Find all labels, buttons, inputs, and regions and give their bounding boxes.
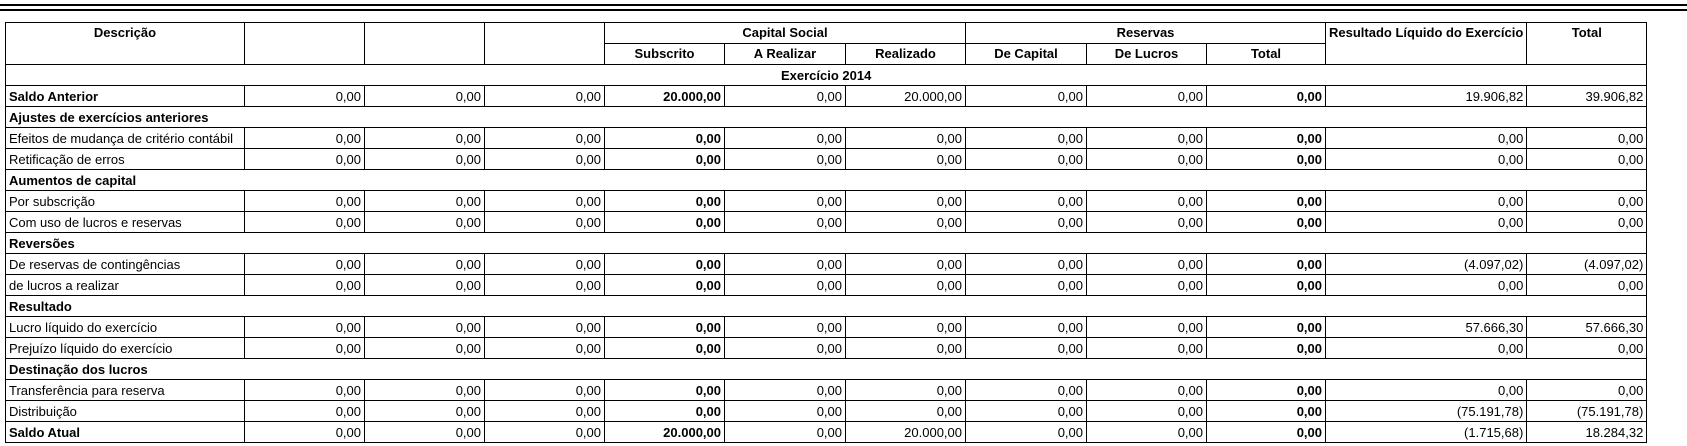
value-cell: 0,00 bbox=[725, 191, 846, 212]
value-cell: 0,00 bbox=[485, 380, 605, 401]
value-cell: 0,00 bbox=[1326, 380, 1527, 401]
value-cell: 0,00 bbox=[485, 212, 605, 233]
value-cell: 0,00 bbox=[1207, 191, 1326, 212]
value-cell: 0,00 bbox=[725, 401, 846, 422]
value-cell: 0,00 bbox=[1326, 191, 1527, 212]
table-row bbox=[6, 191, 1647, 212]
value-cell: 0,00 bbox=[1207, 275, 1326, 296]
value-cell: 0,00 bbox=[365, 212, 485, 233]
header-realizado: Realizado bbox=[846, 44, 966, 65]
value-cell: 0,00 bbox=[966, 380, 1087, 401]
value-cell: 0,00 bbox=[846, 254, 966, 275]
value-cell: 0,00 bbox=[365, 128, 485, 149]
value-cell: 0,00 bbox=[245, 128, 365, 149]
value-cell: 0,00 bbox=[1207, 254, 1326, 275]
value-cell: 0,00 bbox=[485, 338, 605, 359]
value-cell: (75.191,78) bbox=[1527, 401, 1647, 422]
header-de-capital: De Capital bbox=[966, 44, 1087, 65]
value-cell: 0,00 bbox=[966, 422, 1087, 443]
value-cell: 0,00 bbox=[605, 128, 725, 149]
row-label: Prejuízo líquido do exercício bbox=[6, 338, 245, 359]
value-cell: 0,00 bbox=[605, 212, 725, 233]
row-label: De reservas de contingências bbox=[6, 254, 245, 275]
equity-statement-table bbox=[5, 22, 1647, 443]
value-cell: 57.666,30 bbox=[1527, 317, 1647, 338]
value-cell: 0,00 bbox=[966, 317, 1087, 338]
value-cell: 0,00 bbox=[485, 254, 605, 275]
section-label: Reversões bbox=[6, 233, 1647, 254]
section-label: Ajustes de exercícios anteriores bbox=[6, 107, 1647, 128]
value-cell: 0,00 bbox=[966, 212, 1087, 233]
value-cell: 0,00 bbox=[725, 212, 846, 233]
value-cell: 0,00 bbox=[725, 275, 846, 296]
value-cell: 0,00 bbox=[245, 212, 365, 233]
section-row bbox=[6, 233, 1647, 254]
value-cell: 0,00 bbox=[245, 401, 365, 422]
value-cell: 0,00 bbox=[245, 338, 365, 359]
value-cell: 57.666,30 bbox=[1326, 317, 1527, 338]
value-cell: 39.906,82 bbox=[1527, 86, 1647, 107]
header-reservas-total: Total bbox=[1207, 44, 1326, 65]
header-blank-1 bbox=[245, 23, 365, 65]
value-cell: 0,00 bbox=[485, 317, 605, 338]
value-cell: 0,00 bbox=[1087, 212, 1207, 233]
row-label: Efeitos de mudança de critério contábil bbox=[6, 128, 245, 149]
value-cell: 0,00 bbox=[725, 317, 846, 338]
value-cell: 0,00 bbox=[725, 380, 846, 401]
value-cell: 0,00 bbox=[846, 149, 966, 170]
table-row bbox=[6, 317, 1647, 338]
header-subscrito: Subscrito bbox=[605, 44, 725, 65]
value-cell: 0,00 bbox=[1087, 191, 1207, 212]
value-cell: 0,00 bbox=[605, 380, 725, 401]
value-cell: 0,00 bbox=[1326, 212, 1527, 233]
value-cell: 0,00 bbox=[846, 191, 966, 212]
value-cell: 0,00 bbox=[1527, 128, 1647, 149]
value-cell: 0,00 bbox=[1527, 275, 1647, 296]
value-cell: 0,00 bbox=[1207, 128, 1326, 149]
value-cell: 0,00 bbox=[1207, 86, 1326, 107]
value-cell: 0,00 bbox=[365, 422, 485, 443]
table-row bbox=[6, 380, 1647, 401]
value-cell: 0,00 bbox=[1527, 149, 1647, 170]
value-cell: 0,00 bbox=[1527, 191, 1647, 212]
value-cell: 0,00 bbox=[725, 338, 846, 359]
value-cell: 0,00 bbox=[485, 86, 605, 107]
header-resultado: Resultado Líquido do Exercício bbox=[1326, 23, 1527, 65]
header-a-realizar: A Realizar bbox=[725, 44, 846, 65]
value-cell: 0,00 bbox=[846, 317, 966, 338]
value-cell: 0,00 bbox=[605, 254, 725, 275]
top-double-rule bbox=[0, 4, 1687, 11]
value-cell: 0,00 bbox=[245, 149, 365, 170]
value-cell: 0,00 bbox=[1087, 338, 1207, 359]
value-cell: 0,00 bbox=[725, 128, 846, 149]
header-de-lucros: De Lucros bbox=[1087, 44, 1207, 65]
value-cell: 0,00 bbox=[245, 275, 365, 296]
value-cell: 20.000,00 bbox=[605, 422, 725, 443]
value-cell: 0,00 bbox=[605, 149, 725, 170]
table-row bbox=[6, 338, 1647, 359]
value-cell: 19.906,82 bbox=[1326, 86, 1527, 107]
value-cell: 0,00 bbox=[485, 191, 605, 212]
row-label: Com uso de lucros e reservas bbox=[6, 212, 245, 233]
value-cell: 0,00 bbox=[966, 149, 1087, 170]
value-cell: 0,00 bbox=[1527, 380, 1647, 401]
value-cell: 0,00 bbox=[365, 380, 485, 401]
value-cell: 0,00 bbox=[966, 86, 1087, 107]
value-cell: 0,00 bbox=[1087, 275, 1207, 296]
value-cell: 0,00 bbox=[1087, 254, 1207, 275]
value-cell: 0,00 bbox=[605, 401, 725, 422]
row-label: Distribuição bbox=[6, 401, 245, 422]
period-row bbox=[6, 65, 1647, 86]
section-label: Aumentos de capital bbox=[6, 170, 1647, 191]
table-row bbox=[6, 275, 1647, 296]
value-cell: 0,00 bbox=[1087, 401, 1207, 422]
value-cell: 18.284,32 bbox=[1527, 422, 1647, 443]
value-cell: 0,00 bbox=[846, 212, 966, 233]
row-label: Saldo Atual bbox=[6, 422, 245, 443]
value-cell: 0,00 bbox=[966, 254, 1087, 275]
value-cell: 20.000,00 bbox=[846, 422, 966, 443]
row-label: Lucro líquido do exercício bbox=[6, 317, 245, 338]
value-cell: 0,00 bbox=[1087, 149, 1207, 170]
value-cell: 0,00 bbox=[245, 254, 365, 275]
value-cell: 0,00 bbox=[1087, 86, 1207, 107]
value-cell: 0,00 bbox=[1087, 317, 1207, 338]
value-cell: 0,00 bbox=[1207, 401, 1326, 422]
value-cell: 0,00 bbox=[966, 275, 1087, 296]
value-cell: 0,00 bbox=[966, 128, 1087, 149]
value-cell: 0,00 bbox=[485, 401, 605, 422]
value-cell: 0,00 bbox=[1207, 422, 1326, 443]
value-cell: (75.191,78) bbox=[1326, 401, 1527, 422]
value-cell: 0,00 bbox=[725, 86, 846, 107]
value-cell: 0,00 bbox=[1527, 212, 1647, 233]
value-cell: 0,00 bbox=[485, 128, 605, 149]
value-cell: 0,00 bbox=[245, 317, 365, 338]
section-row bbox=[6, 107, 1647, 128]
row-label: Retificação de erros bbox=[6, 149, 245, 170]
value-cell: 0,00 bbox=[245, 86, 365, 107]
value-cell: 0,00 bbox=[485, 275, 605, 296]
header-total: Total bbox=[1527, 23, 1647, 65]
value-cell: 0,00 bbox=[485, 422, 605, 443]
value-cell: 0,00 bbox=[1326, 275, 1527, 296]
value-cell: 0,00 bbox=[725, 422, 846, 443]
value-cell: 0,00 bbox=[365, 149, 485, 170]
value-cell: 0,00 bbox=[1207, 149, 1326, 170]
value-cell: 0,00 bbox=[1207, 317, 1326, 338]
value-cell: 0,00 bbox=[1207, 380, 1326, 401]
table-row bbox=[6, 254, 1647, 275]
value-cell: 0,00 bbox=[846, 275, 966, 296]
period-label: Exercício 2014 bbox=[6, 65, 1647, 86]
value-cell: 0,00 bbox=[1087, 422, 1207, 443]
value-cell: 0,00 bbox=[365, 275, 485, 296]
value-cell: 0,00 bbox=[846, 401, 966, 422]
row-label: Por subscrição bbox=[6, 191, 245, 212]
table-row bbox=[6, 128, 1647, 149]
header-reservas: Reservas bbox=[966, 23, 1326, 44]
value-cell: 0,00 bbox=[846, 380, 966, 401]
row-label: Transferência para reserva bbox=[6, 380, 245, 401]
value-cell: 0,00 bbox=[605, 317, 725, 338]
value-cell: 0,00 bbox=[1087, 380, 1207, 401]
value-cell: 0,00 bbox=[846, 338, 966, 359]
value-cell: (1.715,68) bbox=[1326, 422, 1527, 443]
value-cell: 0,00 bbox=[245, 191, 365, 212]
value-cell: 0,00 bbox=[1326, 149, 1527, 170]
table-row bbox=[6, 86, 1647, 107]
row-label: de lucros a realizar bbox=[6, 275, 245, 296]
value-cell: 0,00 bbox=[365, 191, 485, 212]
value-cell: 0,00 bbox=[605, 191, 725, 212]
value-cell: 0,00 bbox=[1326, 128, 1527, 149]
value-cell: 0,00 bbox=[1087, 128, 1207, 149]
header-capital-social: Capital Social bbox=[605, 23, 966, 44]
value-cell: 0,00 bbox=[725, 149, 846, 170]
section-row bbox=[6, 359, 1647, 380]
value-cell: 0,00 bbox=[485, 149, 605, 170]
section-row bbox=[6, 170, 1647, 191]
table-row bbox=[6, 401, 1647, 422]
value-cell: 20.000,00 bbox=[846, 86, 966, 107]
value-cell: 0,00 bbox=[245, 422, 365, 443]
table-row bbox=[6, 422, 1647, 443]
table-row bbox=[6, 212, 1647, 233]
header-blank-2 bbox=[365, 23, 485, 65]
value-cell: 0,00 bbox=[605, 275, 725, 296]
value-cell: 20.000,00 bbox=[605, 86, 725, 107]
value-cell: 0,00 bbox=[1207, 212, 1326, 233]
value-cell: 0,00 bbox=[966, 401, 1087, 422]
header-descricao: Descrição bbox=[6, 23, 245, 65]
value-cell: (4.097,02) bbox=[1326, 254, 1527, 275]
value-cell: 0,00 bbox=[365, 401, 485, 422]
value-cell: 0,00 bbox=[1326, 338, 1527, 359]
row-label: Saldo Anterior bbox=[6, 86, 245, 107]
value-cell: 0,00 bbox=[365, 317, 485, 338]
value-cell: 0,00 bbox=[725, 254, 846, 275]
header-blank-3 bbox=[485, 23, 605, 65]
value-cell: 0,00 bbox=[605, 338, 725, 359]
value-cell: 0,00 bbox=[365, 338, 485, 359]
value-cell: 0,00 bbox=[846, 128, 966, 149]
value-cell: 0,00 bbox=[365, 86, 485, 107]
value-cell: 0,00 bbox=[365, 254, 485, 275]
section-row bbox=[6, 296, 1647, 317]
value-cell: 0,00 bbox=[966, 191, 1087, 212]
section-label: Destinação dos lucros bbox=[6, 359, 1647, 380]
value-cell: 0,00 bbox=[1207, 338, 1326, 359]
table-row bbox=[6, 149, 1647, 170]
value-cell: 0,00 bbox=[1527, 338, 1647, 359]
value-cell: (4.097,02) bbox=[1527, 254, 1647, 275]
value-cell: 0,00 bbox=[245, 380, 365, 401]
value-cell: 0,00 bbox=[966, 338, 1087, 359]
section-label: Resultado bbox=[6, 296, 1647, 317]
